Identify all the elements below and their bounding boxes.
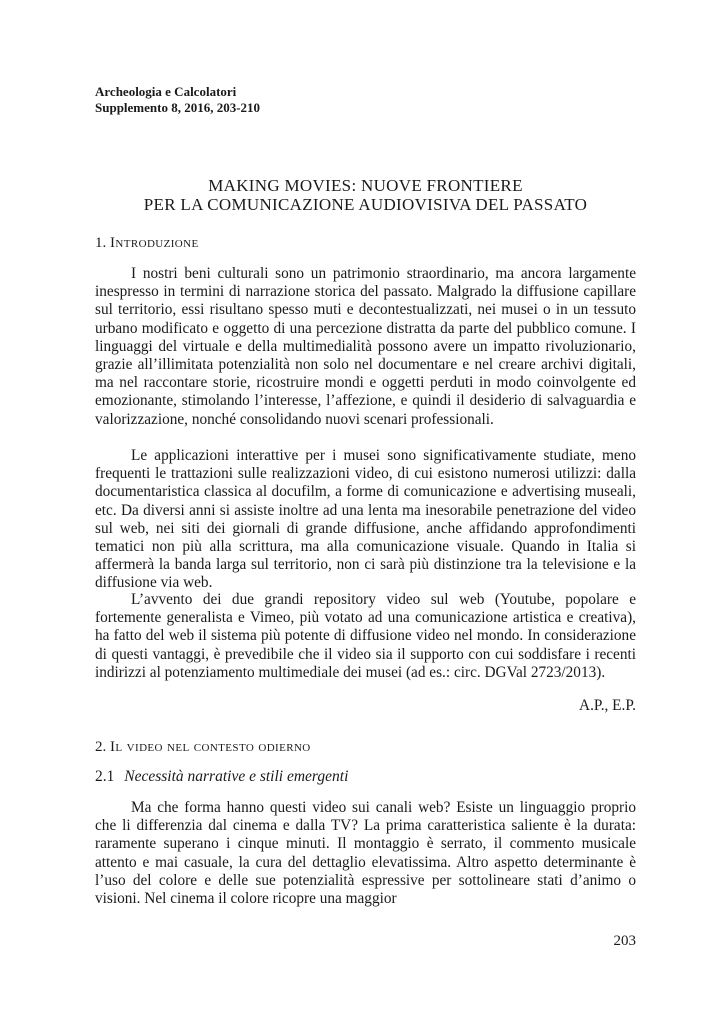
section-1-heading [95,234,199,252]
journal-name: Archeologia e Calcolatori [95,84,237,99]
section-1-number: 1. [95,235,107,251]
journal-header [95,84,260,116]
author-signature: A.P., E.P. [579,697,636,714]
paragraph-2: Le applicazioni interattive per i musei sono significativamente studiate, meno frequenti le trattazioni sulle realizzazioni video, di cui esistono numerosi utilizzi: dalla documentaristica classica al docufilm, a forme di comunicazione e advertising museali, etc. Da diversi anni si assiste inoltre ad una lenta ma inesorabile penetrazione del video sul web, nei siti dei giornali di grande diffusione, anche affidando approfondimenti tematici non più alla scrittura, ma alla comunicazione visuale. Quando in Italia si affermerà la banda larga sul territorio, non ci sarà più distinzione tra la televisione e la diffusione via web. [95,447,636,592]
paragraph-1: I nostri beni culturali sono un patrimonio straordinario, ma ancora largamente inespresso in termini di narrazione storica del passato. Malgrado la diffusione capillare sul territorio, essi risultano spesso muti e decontestualizzati, nei musei o in un tessuto urbano modificato e oggetto di una percezione distratta da parte del pubblico comune. I linguaggi del virtuale e della multimedialità possono avere un impatto rivoluzionario, grazie all’illimitata potenzialità non solo nel documentare e nel creare archivi digitali, ma nel raccontare storie, ricostruire mondi e oggetti perduti in modo coinvolgente ed emozionante, stimolando l’interesse, l’affezione, e quindi il desiderio di salvaguardia e valorizzazione, nonché consolidando nuovi scenari professionali. [95,265,636,428]
paragraph-4: Ma che forma hanno questi video sui canali web? Esiste un linguaggio proprio che li differenzia dal cinema e dalla TV? La prima caratteristica saliente è la durata: raramente superano i cinque minuti. Il montaggio è serrato, il commento musicale attento e mai casuale, la cura del dettaglio elevatissima. Altro aspetto determinante è l’uso del colore e delle sue potenzialità espressive per sottolineare stati d’animo o visioni. Nel cinema il colore ricopre una maggior [95,799,636,908]
section-1-title: Introduzione [110,235,199,251]
subsection-number: 2.1 [95,768,115,785]
section-2-heading [95,738,311,756]
journal-issue: Supplemento 8, 2016, 203-210 [95,100,261,115]
title-line-2: PER LA COMUNICAZIONE AUDIOVISIVA DEL PASSATO [143,195,588,214]
section-2-title: Il video nel contesto odierno [110,739,311,755]
paragraph-3: L’avvento dei due grandi repository video sul web (Youtube, popolare e fortemente generalista e Vimeo, più votato ad una comunicazione artistica e creativa), ha fatto del web il sistema più potente di diffusione video nel mondo. In considerazione di questi vantaggi, è prevedibile che il video sia il supporto con cui soddisfare i recenti indirizzi al potenziamento multimediale dei musei (ad es.: circ. DGVal 2723/2013). [95,591,636,681]
article-title [95,176,636,214]
section-2-number: 2. [95,739,107,755]
title-line-1: MAKING MOVIES: NUOVE FRONTIERE [208,176,523,195]
page-number: 203 [613,933,636,949]
subsection-2-1-heading [95,768,348,786]
subsection-title: Necessità narrative e stili emergenti [124,768,349,785]
